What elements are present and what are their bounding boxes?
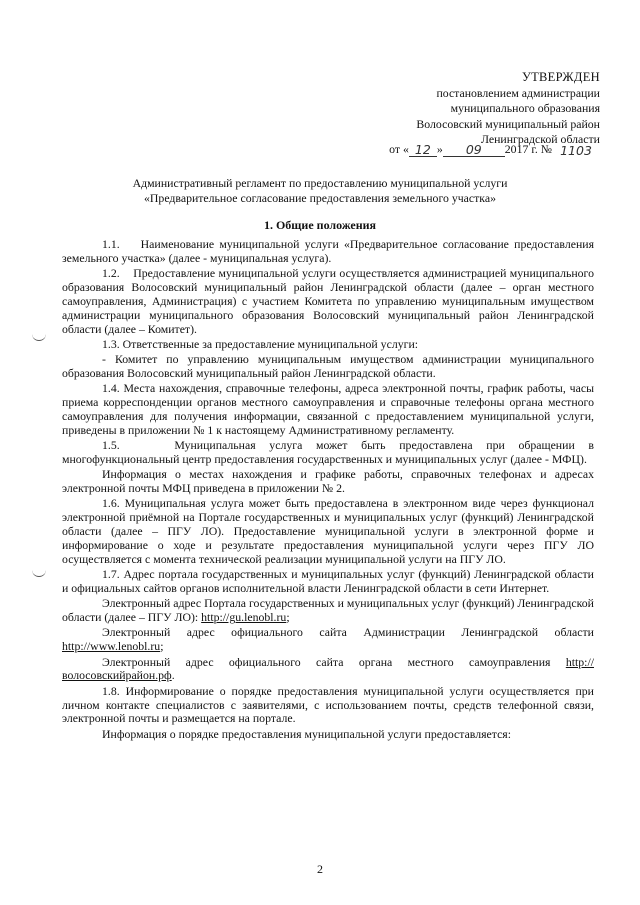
paragraph: 1.2. Предоставление муниципальной услуги осуществляется администрацией муниципального образования Волосовский муниципальный район Ленинградской области (далее – орган местного самоуправления, Администрация) с участием Комитета по управлению муниципальным имуществом администрации муниципального образования Волосовский муниципальный район Ленинградской области (далее – Комитет). <box>62 266 594 336</box>
approval-line: Волосовский муниципальный район <box>416 116 600 131</box>
admin-site-link[interactable]: http://www.lenobl.ru <box>62 639 161 654</box>
handwritten-day: 12 <box>409 143 437 157</box>
handwritten-number: 1103 <box>560 143 592 158</box>
handwritten-month: 09 <box>443 143 505 157</box>
document-body <box>62 238 594 743</box>
punctuation: ; <box>160 639 164 654</box>
paragraph: 1.1. Наименование муниципальной услуги «Предварительное согласование предоставления земельного участка» (далее - муниципальная услуга). <box>62 237 594 265</box>
approval-line: постановлением администрации <box>436 85 600 100</box>
approval-line: Ленинградской области <box>480 132 600 146</box>
admin-address-text: Электронный адрес официального сайта Администрации Ленинградской области <box>102 625 594 640</box>
paragraph: 1.3. Ответственные за предоставление муниципальной услуги: <box>102 336 419 351</box>
punctuation: ; <box>286 610 290 625</box>
page-number: 2 <box>317 862 323 876</box>
document-title <box>40 176 600 206</box>
paragraph-local-address <box>62 656 594 684</box>
paragraph: 1.6. Муниципальная услуга может быть предоставлена в электронном виде через функционал электронной приёмной на Портале государственных и муниципальных услуг (функций) Ленинградской области (далее – ПГУ ЛО). Предоставление муниципальной услуги в электронной форме и информирование о ходе и результате предоставления муниципальной услуги через ПГУ ЛО осуществляется с момента технической реализации муниципальной услуги на ПГУ ЛО. <box>62 496 594 567</box>
date-prefix: от « <box>389 142 409 156</box>
local-address-text: Электронный адрес официального сайта органа местного самоуправления <box>102 654 566 669</box>
paragraph: Информация о порядке предоставления муниципальной услуги предоставляется: <box>102 726 512 741</box>
paragraph: 1.7. Адрес портала государственных и муниципальных услуг (функций) Ленинградской области и официальных сайтов органов исполнительной власти Ленинградской области в сети Интернет. <box>62 567 594 596</box>
portal-address-text: Электронный адрес Портала государственных и муниципальных услуг (функций) Ленинградской области (далее – ПГУ ЛО): <box>62 596 594 625</box>
approval-title: УТВЕРЖДЕН <box>521 70 600 84</box>
date-year: 2017 г. <box>504 142 538 156</box>
portal-link[interactable]: http://gu.lenobl.ru <box>201 610 287 625</box>
section-title: 1. Общие положения <box>263 218 377 232</box>
approval-line: муниципального образования <box>450 101 600 115</box>
paragraph: 1.8. Информирование о порядке предоставления муниципальной услуги осуществляется при личном контакте специалистов с заявителями, с использованием почты, средств телефонной связи, электронной почты и размещается на портале. <box>62 683 594 726</box>
paragraph: Информация о местах нахождения и графике работы, справочных телефонах и адресах электронной почты МФЦ приведена в приложении № 2. <box>62 467 594 496</box>
approval-stamp <box>330 70 600 148</box>
margin-mark <box>32 334 46 341</box>
number-label: № <box>540 142 552 156</box>
paragraph: 1.4. Места нахождения, справочные телефоны, адреса электронной почты, график работы, часы приема корреспонденции органов местного самоуправления и справочные телефоны органа местного самоуправления для получения информации, связанной с предоставлением муниципальной услуги, приведены в приложении № 1 к настоящему Административному регламенту. <box>62 381 594 437</box>
local-site-link[interactable]: http://волосовскийрайон.рф <box>62 654 594 683</box>
approval-date-row <box>330 141 600 157</box>
punctuation: . <box>171 668 175 683</box>
paragraph: - Комитет по управлению муниципальным имуществом администрации муниципального образования Волосовский муниципальный район Ленинградской области. <box>62 352 594 381</box>
document-title-line: «Предварительное согласование предоставления земельного участка» <box>144 191 496 205</box>
paragraph-portal-address <box>62 597 594 625</box>
margin-mark <box>32 570 46 577</box>
document-title-line: Административный регламент по предоставлению муниципальной услуги <box>132 176 508 190</box>
paragraph-admin-address <box>62 626 594 654</box>
date-mid: » <box>436 142 443 156</box>
paragraph: 1.5. Муниципальная услуга может быть предоставлена при обращении в многофункциональный центр предоставления государственных и муниципальных услуг (далее - МФЦ). <box>62 438 594 467</box>
